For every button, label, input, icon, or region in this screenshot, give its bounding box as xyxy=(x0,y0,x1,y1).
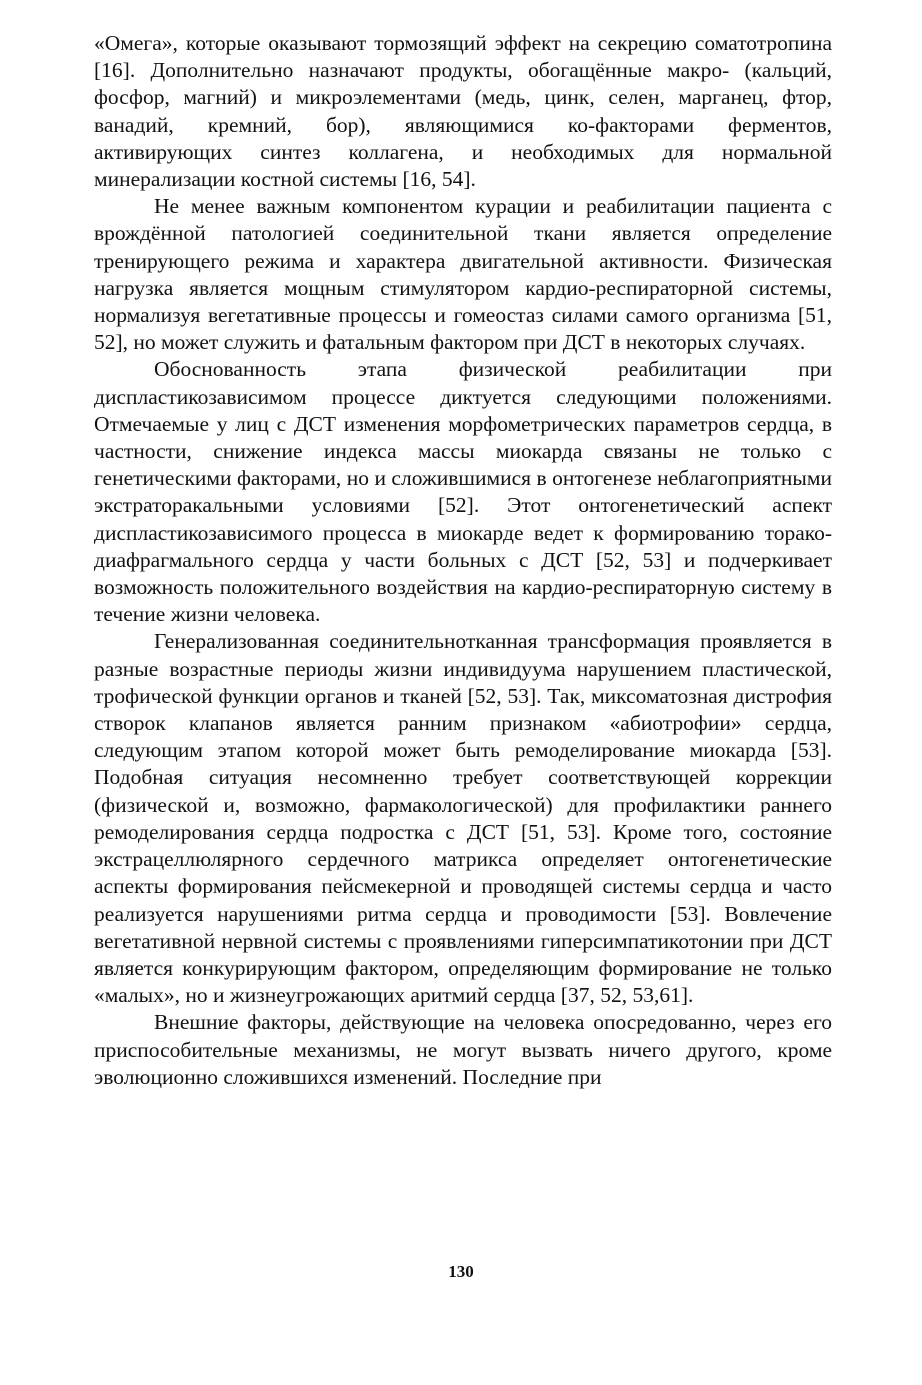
paragraph-2: Не менее важным компонентом курации и реабилитации пациента с врождённой патологией соединительной ткани является определение тренирующего режима и характера двигательной активности. Физическая нагрузка является мощным стимулятором кардио-респираторной системы, нормализуя вегетативные процессы и гомеостаз силами самого организма [51, 52], но может служить и фатальным фактором при ДСТ в некоторых случаях. xyxy=(94,194,832,355)
paragraph-3: Обоснованность этапа физической реабилитации при диспластикозависимом процессе диктуется следующими положениями. Отмечаемые у лиц с ДСТ изменения морфометрических параметров сердца, в частности, снижение индекса массы миокарда связаны не только с генетическими факторами, но и сложившимися в онтогенезе неблагоприятными экстраторакальными условиями [52]. Этот онтогенетический аспект диспластикозависимого процесса в миокарде ведет к формированию торако-диафрагмального сердца у части больных с ДСТ [52, 53] и подчеркивает возможность положительного воздействия на кардио-респираторную систему в течение жизни человека. xyxy=(94,357,832,627)
paragraph-4: Генерализованная соединительнотканная трансформация проявляется в разные возрастные периоды жизни индивидуума нарушением пластической, трофической функции органов и тканей [52, 53]. Так, миксоматозная дистрофия створок клапанов является ранним признаком «абиотрофии» сердца, следующим этапом которой может быть ремоделирование миокарда [53]. Подобная ситуация несомненно требует соответствующей коррекции (физической и, возможно, фармакологической) для профилактики раннего ремоделирования сердца подростка с ДСТ [51, 53]. Кроме того, состояние экстрацеллюлярного сердечного матрикса определяет онтогенетические аспекты формирования пейсмекерной и проводящей системы сердца и часто реализуется нарушениями ритма сердца и проводимости [53]. Вовлечение вегетативной нервной системы с проявлениями гиперсимпатикотонии при ДСТ является конкурирующим фактором, определяющим формирование не только «малых», но и жизнеугрожающих аритмий сердца [37, 52, 53,61]. xyxy=(94,629,832,1008)
page-number: 130 xyxy=(448,1262,474,1281)
paragraph-5: Внешние факторы, действующие на человека опосредованно, через его приспособительные механизмы, не могут вызвать ничего другого, кроме эволюционно сложившихся изменений. Последние при xyxy=(94,1010,832,1089)
document-page xyxy=(94,30,832,1091)
paragraph-1: «Омега», которые оказывают тормозящий эффект на секрецию соматотропина [16]. Дополнительно назначают продукты, обогащённые макро- (кальций, фосфор, магний) и микроэлементами (медь, цинк, селен, марганец, фтор, ванадий, кремний, бор), являющимися ко-факторами ферментов, активирующих синтез коллагена, и необходимых для нормальной минерализации костной системы [16, 54]. xyxy=(94,31,832,192)
